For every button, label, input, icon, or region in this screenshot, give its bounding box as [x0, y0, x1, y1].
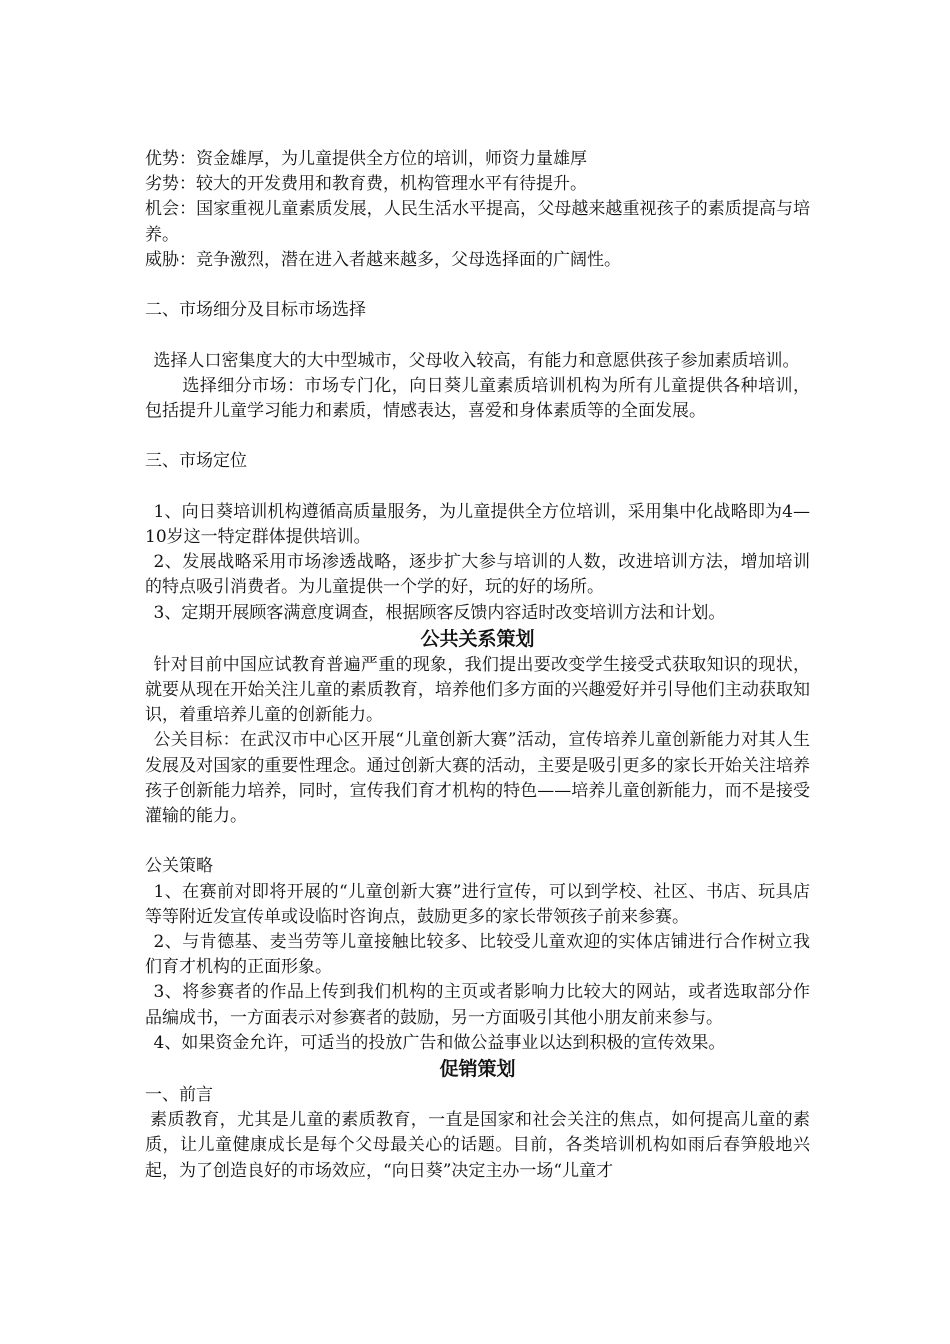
promo-heading: 一、前言	[145, 1085, 213, 1106]
pr-strategy-item: 3、将参赛者的作品上传到我们机构的主页或者影响力比较大的网站，或者选取部分作品编成书，一方面表示对参赛者的鼓励，另一方面吸引其他小朋友前来参与。	[145, 982, 810, 1028]
positioning-item: 3、定期开展顾客满意度调查，根据顾客反馈内容适时改变培训方法和计划。	[153, 602, 726, 623]
swot-strength: 优势：资金雄厚，为儿童提供全方位的培训，师资力量雄厚	[145, 149, 587, 169]
spacer	[145, 829, 810, 854]
segmentation-paragraph: 选择细分市场：市场专门化，向日葵儿童素质培训机构为所有儿童提供各种培训，包括提升儿童学习能力和素质，情感表达，喜爱和身体素质等的全面发展。	[145, 375, 810, 421]
pr-intro: 针对目前中国应试教育普遍严重的现象，我们提出要改变学生接受式获取知识的现状，就要从现在开始关注儿童的素质教育，培养他们多方面的兴趣爱好并引导他们主动获取知识，着重培养儿童的创新能力。	[145, 654, 810, 726]
promo-title: 促销策划	[439, 1058, 516, 1081]
spacer	[145, 424, 810, 449]
swot-threat: 威胁：竞争激烈，潜在进入者越来越多，父母选择面的广阔性。	[145, 249, 621, 270]
spacer	[145, 273, 810, 298]
positioning-item: 2、发展战略采用市场渗透战略，逐步扩大参与培训的人数，改进培训方法，增加培训的特点吸引消费者。为儿童提供一个学的好，玩的好的场所。	[145, 552, 810, 598]
pr-goal: 公关目标：在武汉市中心区开展“儿童创新大赛”活动，宣传培养儿童创新能力对其人生发展及对国家的重要性理念。通过创新大赛的活动，主要是吸引更多的家长开始关注培养孩子创新能力培养，同时，宣传我们育才机构的特色——培养儿童创新能力，而不是接受灌输的能力。	[145, 730, 810, 827]
spacer	[145, 323, 810, 348]
document-body	[145, 147, 810, 1184]
pr-title: 公共关系策划	[420, 627, 535, 650]
segmentation-heading: 二、市场细分及目标市场选择	[145, 300, 366, 321]
positioning-item: 1、向日葵培训机构遵循高质量服务，为儿童提供全方位培训，采用集中化战略即为4—10岁这一特定群体提供培训。	[145, 501, 810, 547]
positioning-heading: 三、市场定位	[145, 451, 247, 472]
swot-weakness: 劣势：较大的开发费用和教育费，机构管理水平有待提升。	[145, 174, 587, 195]
swot-opportunity: 机会：国家重视儿童素质发展，人民生活水平提高，父母越来越重视孩子的素质提高与培养。	[145, 199, 810, 245]
spacer	[145, 475, 810, 500]
pr-strategy-item: 4、如果资金允许，可适当的投放广告和做公益事业以达到积极的宣传效果。	[153, 1032, 726, 1053]
pr-strategy-item: 1、在赛前对即将开展的“儿童创新大赛”进行宣传，可以到学校、社区、书店、玩具店等等附近发宣传单或设临时咨询点，鼓励更多的家长带领孩子前来参赛。	[145, 881, 810, 927]
promo-paragraph: 素质教育，尤其是儿童的素质教育，一直是国家和社会关注的焦点，如何提高儿童的素质，让儿童健康成长是每个父母最关心的话题。目前，各类培训机构如雨后春笋般地兴起，为了创造良好的市场效应，“向日葵”决定主办一场“儿童才	[145, 1110, 810, 1181]
segmentation-paragraph: 选择人口密集度大的大中型城市，父母收入较高，有能力和意愿供孩子参加素质培训。	[153, 350, 800, 371]
pr-strategy-heading: 公关策略	[145, 856, 213, 877]
pr-strategy-item: 2、与肯德基、麦当劳等儿童接触比较多、比较受儿童欢迎的实体店铺进行合作树立我们育才机构的正面形象。	[145, 932, 810, 978]
